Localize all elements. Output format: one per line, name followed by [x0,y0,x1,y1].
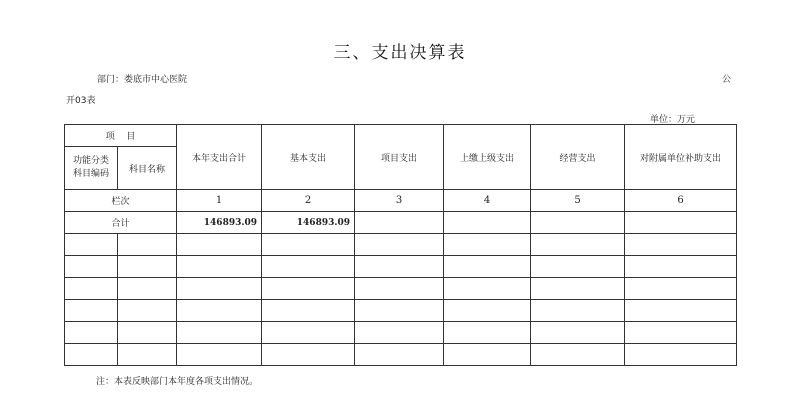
table-row [65,234,737,256]
seq-1: 1 [177,190,262,212]
table-row [65,256,737,278]
col-header-basic: 基本支出 [262,125,355,190]
total-label: 合计 [65,212,177,234]
table-row [65,344,737,366]
table-row [65,322,737,344]
col-header-upper: 上缴上级支出 [444,125,531,190]
total-value-2: 146893.09 [262,212,355,234]
table-row [65,300,737,322]
seq-6: 6 [625,190,737,212]
total-value-3 [355,212,444,234]
header-item: 项 目 [65,125,177,147]
unit-label: 单位：万元 [650,115,696,125]
sequence-label: 栏次 [65,190,177,212]
total-value-1: 146893.09 [177,212,262,234]
col-header-operating: 经营支出 [531,125,625,190]
seq-3: 3 [355,190,444,212]
footnote: 注：本表反映部门本年度各项支出情况。 [96,377,259,387]
col-header-project: 项目支出 [355,125,444,190]
seq-4: 4 [444,190,531,212]
total-value-5 [531,212,625,234]
department-label: 部门：娄底市中心医院 [97,75,188,85]
header-subject-name: 科目名称 [118,147,177,190]
total-value-6 [625,212,737,234]
form-number: 开03表 [66,96,96,106]
col-header-subsidy: 对附属单位补助支出 [625,125,737,190]
header-func-code: 功能分类科目编码 [65,147,118,190]
seq-5: 5 [531,190,625,212]
table-row [65,278,737,300]
col-header-total: 本年支出合计 [177,125,262,190]
expenditure-table [64,124,737,366]
right-fragment-text: 公 [722,75,732,85]
total-value-4 [444,212,531,234]
report-title: 三、支出决算表 [333,43,467,63]
seq-2: 2 [262,190,355,212]
